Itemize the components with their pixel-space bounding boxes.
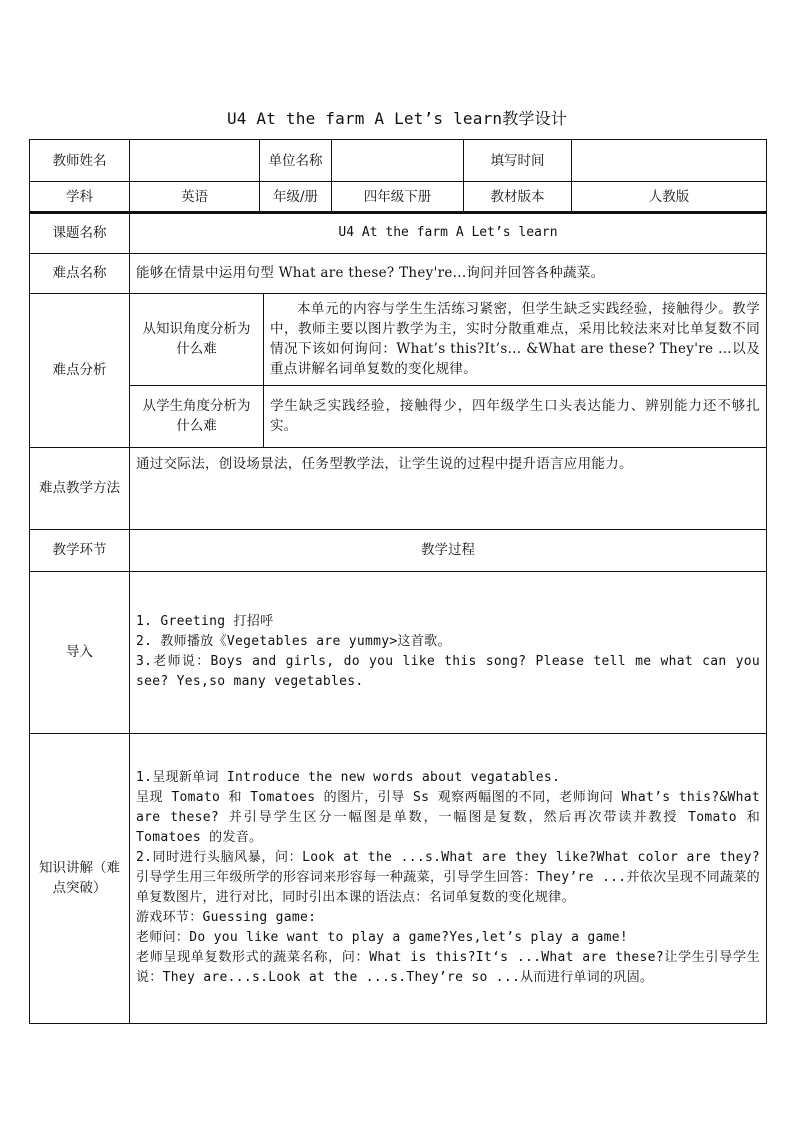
unit-name-value[interactable] bbox=[332, 140, 464, 182]
knowledge-angle-label: 从知识角度分析为什么难 bbox=[130, 293, 264, 385]
intro-line: 3.老师说：Boys and girls, do you like this song? Please tell me what can you see? Yes,so many vegetables. bbox=[136, 654, 760, 689]
lesson-plan-table bbox=[29, 212, 767, 1024]
header-table bbox=[29, 139, 767, 212]
process-header: 教学过程 bbox=[130, 529, 767, 571]
analysis-label: 难点分析 bbox=[30, 293, 130, 447]
lecture-line: 1.呈现新单词 Introduce the new words about vegatables. bbox=[136, 770, 561, 785]
difficulty-value: 能够在情景中运用句型 What are these? They're...询问并回答各种蔬菜。 bbox=[130, 253, 767, 293]
difficulty-label: 难点名称 bbox=[30, 253, 130, 293]
grade-value: 四年级下册 bbox=[332, 182, 464, 212]
teacher-name-label: 教师姓名 bbox=[30, 140, 130, 182]
method-value: 通过交际法，创设场景法，任务型教学法，让学生说的过程中提升语言应用能力。 bbox=[130, 447, 767, 529]
teacher-name-value[interactable] bbox=[130, 140, 260, 182]
student-angle-value: 学生缺乏实践经验，接触得少，四年级学生口头表达能力、辨别能力还不够扎实。 bbox=[264, 385, 767, 447]
subject-value: 英语 bbox=[130, 182, 260, 212]
topic-value: U4 At the farm A Let’s learn bbox=[130, 213, 767, 253]
lecture-line: 2.同时进行头脑风暴，问：Look at the ...s.What are they like?What color are they?引导学生用三年级所学的形容词来形容每一种蔬菜，引导学生回答：They’re ...并依次呈现不同蔬菜的单复数图片，进行对比，同时引出本课的语法点：名词单复数的变化规律。 bbox=[136, 850, 760, 905]
student-angle-label: 从学生角度分析为什么难 bbox=[130, 385, 264, 447]
subject-label: 学科 bbox=[30, 182, 130, 212]
topic-label: 课题名称 bbox=[30, 213, 130, 253]
intro-content bbox=[130, 571, 767, 733]
document-title: U4 At the farm A Let’s learn教学设计 bbox=[226, 109, 568, 128]
fill-time-label: 填写时间 bbox=[464, 140, 572, 182]
lecture-line: 呈现 Tomato 和 Tomatoes 的图片，引导 Ss 观察两幅图的不同，老师询问 What’s this?&What are these? 并引导学生区分一幅图是单数，一幅图是复数，然后再次带读并教授 Tomato 和 Tomatoes 的发音。 bbox=[136, 790, 760, 845]
grade-label: 年级/册 bbox=[260, 182, 332, 212]
lecture-line: 游戏环节：Guessing game: bbox=[136, 910, 317, 925]
knowledge-angle-value: 本单元的内容与学生生活练习紧密，但学生缺乏实践经验，接触得少。教学中，教师主要以图片教学为主，实时分散重难点，采用比较法来对比单复数不同情况下该如何询问：What’s this?It’s... &What are these? They're ...以及重点讲解名词单复数的变化规律。 bbox=[264, 293, 767, 385]
intro-line: 2. 教师播放《Vegetables are yummy>这首歌。 bbox=[136, 634, 451, 649]
lecture-label: 知识讲解（难点突破） bbox=[30, 733, 130, 1023]
edition-value: 人教版 bbox=[572, 182, 767, 212]
stage-header: 教学环节 bbox=[30, 529, 130, 571]
intro-line: 1. Greeting 打招呼 bbox=[136, 614, 274, 629]
unit-name-label: 单位名称 bbox=[260, 140, 332, 182]
lecture-content bbox=[130, 733, 767, 1023]
intro-label: 导入 bbox=[30, 571, 130, 733]
lecture-line: 老师呈现单复数形式的蔬菜名称，问：What is this?It‘s ...What are these?让学生引导学生说：They are...s.Look at the ...s.They’re so ...从而进行单词的巩固。 bbox=[136, 950, 760, 985]
edition-label: 教材版本 bbox=[464, 182, 572, 212]
fill-time-value[interactable] bbox=[572, 140, 767, 182]
lecture-line: 老师问：Do you like want to play a game?Yes,let’s play a game! bbox=[136, 930, 629, 945]
method-label: 难点教学方法 bbox=[30, 447, 130, 529]
